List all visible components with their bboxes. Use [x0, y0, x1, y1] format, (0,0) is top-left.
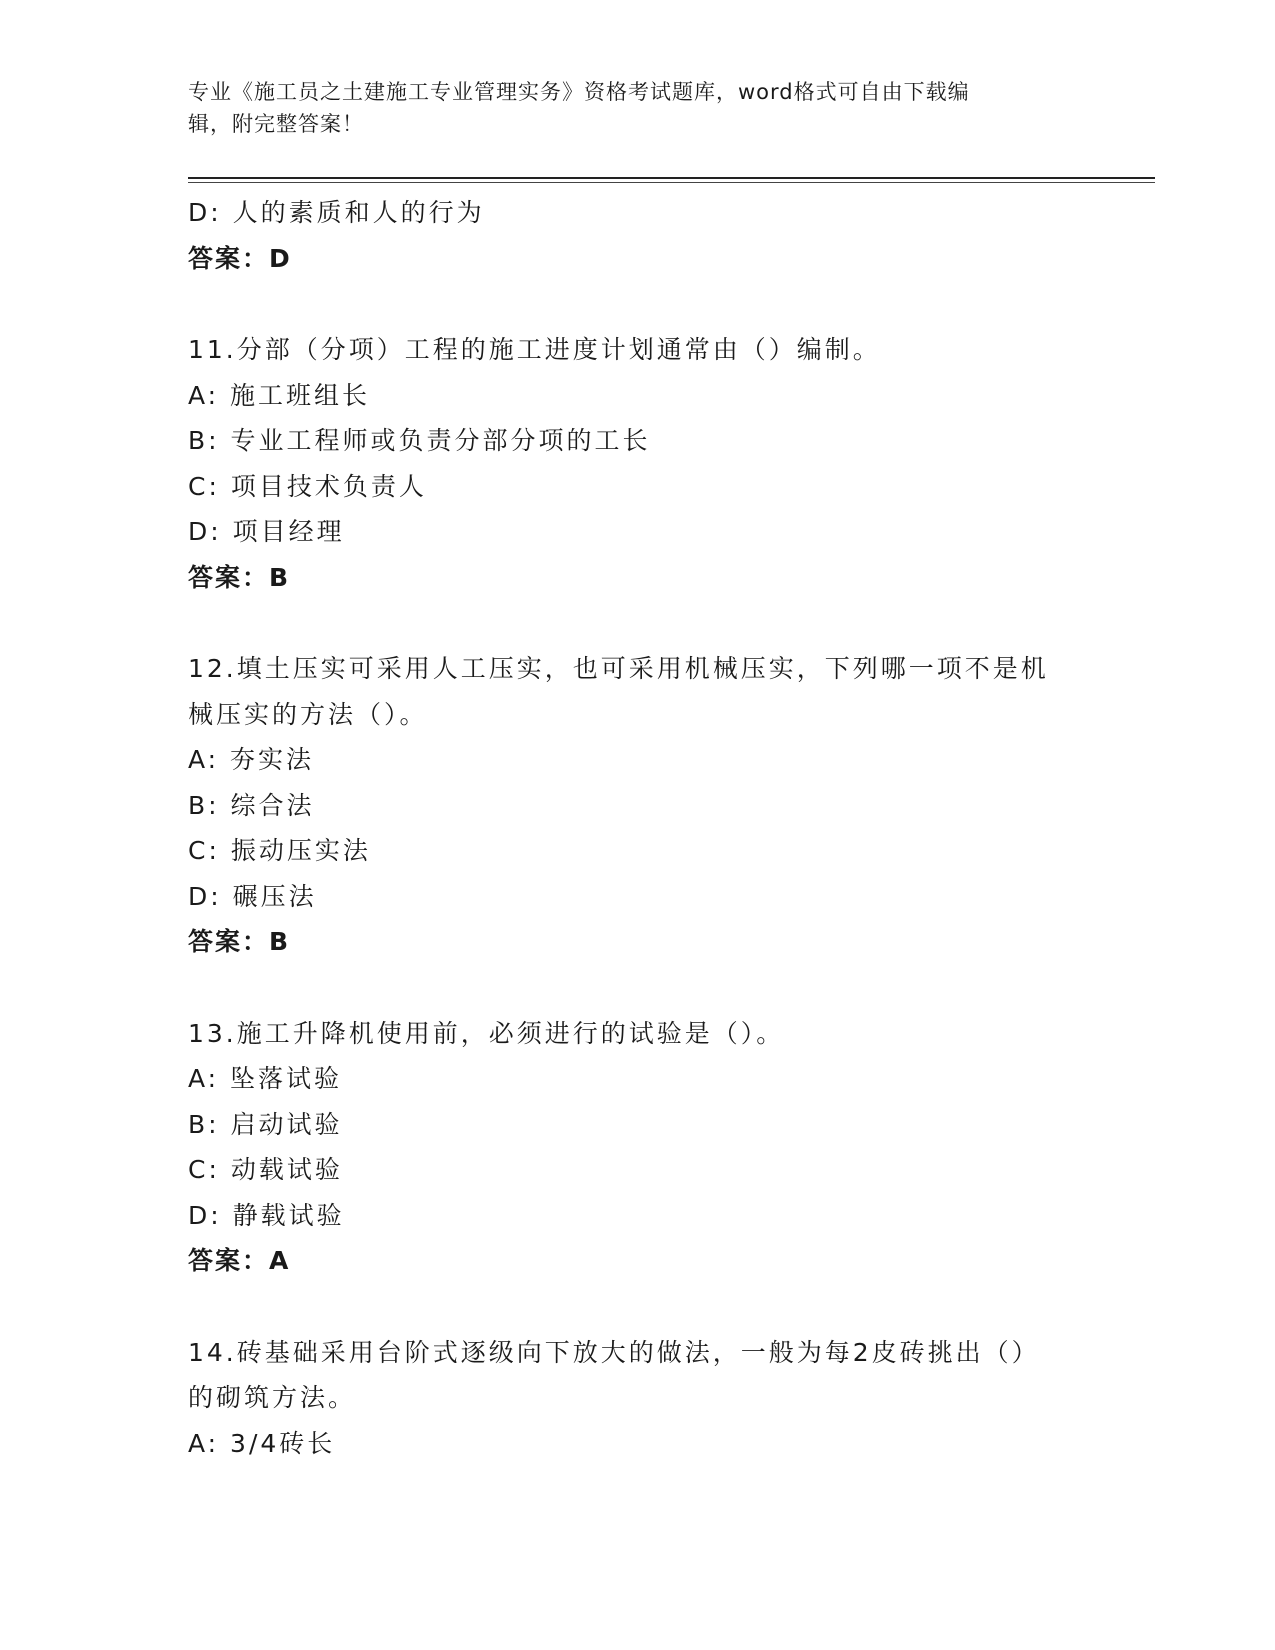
question-11 — [188, 327, 1088, 600]
question-content — [188, 190, 1088, 1466]
question-stem-line-1: 12.填土压实可采用人工压实，也可采用机械压实，下列哪一项不是机 — [188, 654, 1049, 683]
question-stem-line-1: 14.砖基础采用台阶式逐级向下放大的做法，一般为每2皮砖挑出（） — [188, 1337, 1040, 1367]
option-d: D: 碾压法 — [188, 881, 317, 911]
option-b: B: 启动试验 — [188, 1109, 343, 1139]
spacer — [188, 600, 1088, 646]
spacer — [188, 1284, 1088, 1330]
question-stem-line-2: 的砌筑方法。 — [188, 1383, 357, 1412]
option-d: D: 静载试验 — [188, 1200, 345, 1230]
option-d: D: 项目经理 — [188, 517, 345, 546]
question-stem: 11.分部（分项）工程的施工进度计划通常由（）编制。 — [188, 335, 881, 364]
header-divider-thin — [188, 182, 1155, 183]
option-d: D: 人的素质和人的行为 — [188, 198, 485, 227]
answer-line: 答案：D — [188, 243, 292, 273]
option-c: C: 动载试验 — [188, 1155, 343, 1184]
answer-line: 答案：B — [188, 927, 291, 956]
option-a: A: 夯实法 — [188, 745, 315, 774]
option-a: A: 施工班组长 — [188, 380, 371, 410]
option-c: C: 项目技术负责人 — [188, 471, 427, 501]
spacer — [188, 281, 1088, 327]
answer-line: 答案：B — [188, 562, 291, 592]
header-divider-thick — [188, 177, 1155, 179]
answer-line: 答案：A — [188, 1246, 291, 1275]
question-stem-line-2: 械压实的方法（）。 — [188, 699, 428, 729]
option-c: C: 振动压实法 — [188, 836, 371, 865]
question-14 — [188, 1330, 1088, 1467]
spacer — [188, 965, 1088, 1011]
option-a: A: 3/4砖长 — [188, 1428, 336, 1458]
document-header — [188, 76, 1068, 140]
previous-question-tail — [188, 190, 1088, 281]
header-line-1: 专业《施工员之土建施工专业管理实务》资格考试题库，word格式可自由下载编 — [188, 80, 970, 104]
header-line-2: 辑，附完整答案！ — [188, 112, 364, 136]
option-b: B: 专业工程师或负责分部分项的工长 — [188, 426, 651, 455]
option-b: B: 综合法 — [188, 790, 315, 820]
question-12 — [188, 646, 1088, 965]
question-stem: 13.施工升降机使用前，必须进行的试验是（）。 — [188, 1018, 785, 1048]
question-13 — [188, 1011, 1088, 1284]
option-a: A: 坠落试验 — [188, 1064, 343, 1093]
